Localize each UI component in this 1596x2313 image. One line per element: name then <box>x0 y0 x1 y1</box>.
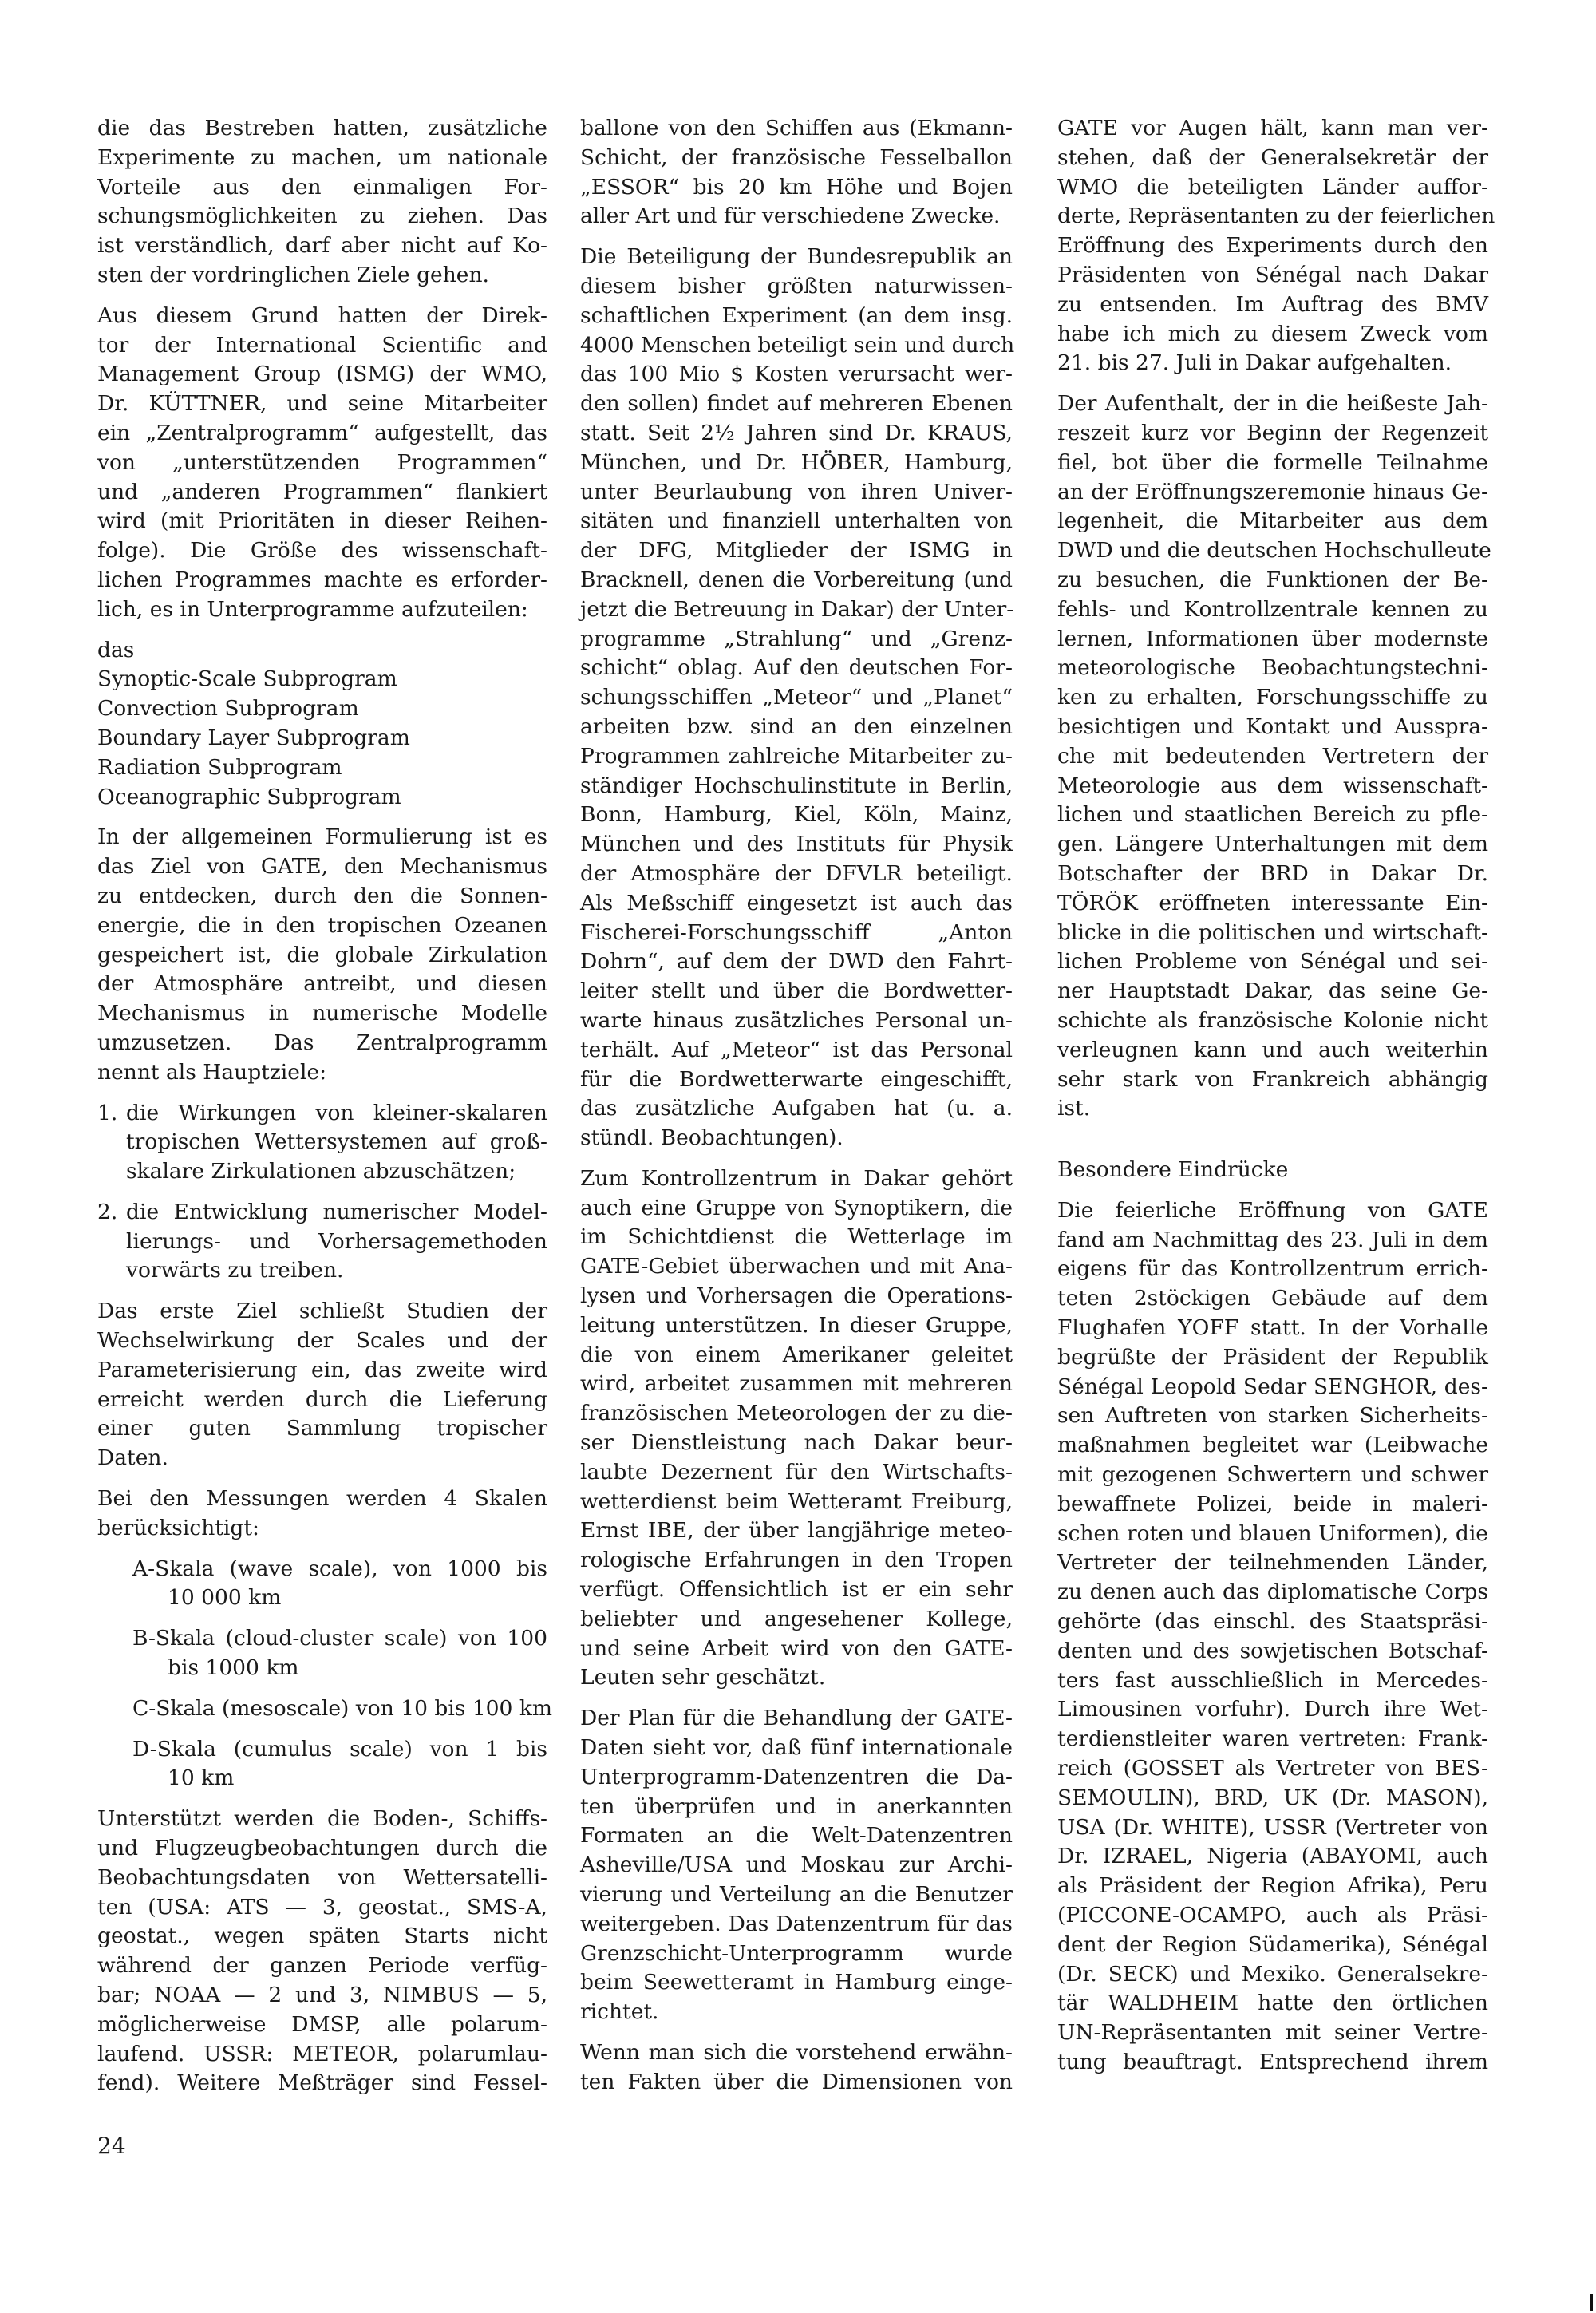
text-line: derte, Repräsentanten zu der feierlichen <box>1057 204 1495 229</box>
text-line: fehls- und Kontrollzentrale kennen zu <box>1057 596 1488 622</box>
text-line: ballone von den Schiffen aus (Ekmann- <box>580 116 1013 140</box>
text-line: Vorteile aus den einmaligen For- <box>97 174 547 200</box>
text-line: ser Dienstleistung nach Dakar beur- <box>580 1430 1013 1456</box>
text-line: leiter stellt und über die Bordwetter- <box>580 979 1013 1004</box>
text-line: lichen und staatlichen Bereich zu pfle- <box>1057 802 1488 828</box>
text-line: schungsmöglichkeiten zu ziehen. Das <box>97 204 547 229</box>
text-line: energie, die in den tropischen Ozeanen <box>97 912 547 938</box>
crop-mark <box>1590 2294 1593 2311</box>
text-line: und seine Arbeit wird von den GATE- <box>580 1635 1013 1661</box>
text-line: unter Beurlaubung von ihren Univer- <box>580 479 1013 504</box>
text-line: Wenn man sich die vorstehend erwähn- <box>580 2040 1013 2065</box>
text-line: besichtigen und Kontakt und Ausspra- <box>1057 714 1488 739</box>
text-line: zu denen auch das diplomatische Corps <box>1057 1580 1488 1605</box>
text-line: ständiger Hochschulinstitute in Berlin, <box>580 773 1013 798</box>
text-line: GATE vor Augen hält, kann man ver- <box>1057 116 1488 140</box>
text-line: skalare Zirkulationen abzuschätzen; <box>126 1159 516 1184</box>
text-line: die von einem Amerikaner geleitet <box>580 1342 1013 1367</box>
text-line: Management Group (ISMG) der WMO, <box>97 362 547 387</box>
column-2 <box>580 114 1013 2109</box>
text-line: berücksichtigt: <box>97 1515 259 1540</box>
text-line: terhält. Auf „Meteor“ ist das Personal <box>580 1037 1013 1062</box>
text-line: Boundary Layer Subprogram <box>97 725 410 750</box>
text-line: das Ziel von GATE, den Mechanismus <box>97 854 547 880</box>
text-line: einer guten Sammlung tropischer <box>97 1416 547 1441</box>
text-line: Schicht, der französische Fesselballon <box>580 144 1013 170</box>
text-line: und „anderen Programmen“ flankiert <box>97 479 547 504</box>
text-line: ner Hauptstadt Dakar, das seine Ge- <box>1057 979 1488 1004</box>
text-line: TÖRÖK eröffneten interessante Ein- <box>1057 890 1488 915</box>
text-line: Experimente zu machen, um nationale <box>97 144 547 170</box>
text-line: blicke in die politischen und wirtschaft- <box>1057 919 1488 945</box>
text-line: ten (USA: ATS — 3, geostat., SMS-A, <box>97 1894 547 1920</box>
text-line: vierung und Verteilung an die Benutzer <box>580 1882 1013 1908</box>
paragraph <box>97 1805 547 2098</box>
text-line: Die feierliche Eröffnung von GATE <box>1057 1197 1488 1223</box>
text-line: lichen Probleme von Sénégal und sei- <box>1057 949 1488 975</box>
text-line: Zum Kontrollzentrum in Dakar gehört <box>580 1165 1013 1191</box>
text-line: laubte Dezernent für den Wirtschafts- <box>580 1459 1013 1485</box>
text-line: geostat., wegen späten Starts nicht <box>97 1924 547 1949</box>
text-line: warte hinaus zusätzliches Personal un- <box>580 1007 1013 1033</box>
text-line: statt. Seit 2½ Jahren sind Dr. KRAUS, <box>580 420 1013 445</box>
scale-definition <box>97 1735 547 1794</box>
paragraph <box>97 302 547 625</box>
text-line: reszeit kurz vor Beginn der Regenzeit <box>1057 420 1488 445</box>
text-line: zu entdecken, durch den die Sonnen- <box>97 883 547 908</box>
text-line: ters fast ausschließlich in Mercedes- <box>1057 1667 1488 1693</box>
text-line: Besondere Eindrücke <box>1057 1157 1289 1183</box>
text-line: tor der International Scientific and <box>97 332 547 358</box>
numbered-list-item <box>97 1198 547 1286</box>
list-number: 2. <box>97 1199 118 1224</box>
text-line: wird (mit Prioritäten in dieser Reihen- <box>97 508 547 534</box>
column-3 <box>1057 114 1495 2089</box>
text-line: Asheville/USA und Moskau zur Archi- <box>580 1852 1013 1878</box>
text-line: fiel, bot über die formelle Teilnahme <box>1057 449 1488 475</box>
text-line: Parameterisierung ein, das zweite wird <box>97 1357 547 1382</box>
scale-definition <box>97 1555 547 1614</box>
text-line: Eröffnung des Experiments durch den <box>1057 233 1488 259</box>
text-line: an der Eröffnungszeremonie hinaus Ge- <box>1057 479 1488 504</box>
text-line: sehr stark von Frankreich abhängig <box>1057 1066 1488 1092</box>
text-line: aller Art und für verschiedene Zwecke. <box>580 204 1001 229</box>
text-line: Unterstützt werden die Boden-, Schiffs- <box>97 1806 547 1832</box>
text-line: tung beauftragt. Entsprechend ihrem <box>1057 2050 1488 2074</box>
text-line: Meteorologie aus dem wissenschaft- <box>1057 773 1488 798</box>
text-line: 10 000 km <box>168 1585 282 1611</box>
text-line: ken zu erhalten, Forschungsschiffe zu <box>1057 685 1488 710</box>
text-line: München, und Dr. HÖBER, Hamburg, <box>580 449 1013 475</box>
text-line: Botschafter der BRD in Dakar Dr. <box>1057 860 1488 886</box>
text-line: Oceanographic Subprogram <box>97 784 401 809</box>
text-line: maßnahmen begleitet war (Leibwache <box>1057 1433 1488 1458</box>
text-line: Der Plan für die Behandlung der GATE- <box>580 1706 1013 1731</box>
text-line: tär WALDHEIM hatte den örtlichen <box>1057 1991 1488 2016</box>
text-line: diesem bisher größten naturwissen- <box>580 273 1013 299</box>
text-line: GATE-Gebiet überwachen und mit Ana- <box>580 1254 1013 1279</box>
text-line: ten Fakten über die Dimensionen von <box>580 2069 1013 2094</box>
text-line: Dohrn“, auf dem der DWD den Fahrt- <box>580 949 1013 975</box>
text-line: 10 km <box>168 1765 235 1791</box>
text-line: Das erste Ziel schließt Studien der <box>97 1299 547 1324</box>
text-line: Daten. <box>97 1445 168 1471</box>
text-line: beliebter und angesehener Kollege, <box>580 1606 1013 1631</box>
text-line: Präsidenten von Sénégal nach Dakar <box>1057 262 1488 287</box>
text-line: jetzt die Betreuung in Dakar) der Unter- <box>580 596 1014 622</box>
text-line: Bracknell, denen die Vorbereitung (und <box>580 567 1013 592</box>
paragraph <box>97 823 547 1087</box>
text-line: sen Auftreten von starken Sicherheits- <box>1057 1403 1488 1429</box>
text-line: Beobachtungsdaten von Wettersatelli- <box>97 1864 547 1890</box>
text-line: B-Skala (cloud-cluster scale) von 100 <box>132 1626 547 1651</box>
text-line: Die Beteiligung der Bundesrepublik an <box>580 244 1013 270</box>
text-line: beim Seewetteramt in Hamburg einge- <box>580 1970 1013 1995</box>
text-line: lichen Programmes machte es erforder- <box>97 567 547 592</box>
text-line: (PICCONE-OCAMPO, auch als Präsi- <box>1057 1903 1488 1928</box>
text-line: dent der Region Südamerika), Sénégal <box>1057 1931 1488 1957</box>
text-line: die das Bestreben hatten, zusätzliche <box>97 116 547 140</box>
list-number: 1. <box>97 1100 118 1125</box>
text-line: ein „Zentralprogramm“ aufgestellt, das <box>97 420 547 445</box>
text-line: schaftlichen Experiment (an dem insg. <box>580 302 1013 328</box>
text-line: Formaten an die Welt-Datenzentren <box>580 1823 1013 1848</box>
text-line: denten und des sowjetischen Botschaf- <box>1057 1638 1488 1663</box>
text-line: die Entwicklung numerischer Model- <box>126 1199 547 1224</box>
text-line: fand am Nachmittag des 23. Juli in dem <box>1057 1227 1488 1252</box>
text-line: leitung unterstützen. In dieser Gruppe, <box>580 1312 1013 1338</box>
text-line: A-Skala (wave scale), von 1000 bis <box>132 1556 547 1581</box>
paragraph <box>97 114 547 291</box>
text-line: ten überprüfen und in anerkannten <box>580 1793 1013 1819</box>
text-line: das zusätzliche Aufgaben hat (u. a. <box>580 1096 1013 1121</box>
text-line: Als Meßschiff eingesetzt ist auch das <box>580 890 1013 915</box>
text-line: Convection Subprogram <box>97 696 359 722</box>
text-line: Radiation Subprogram <box>97 754 342 780</box>
text-line: DWD und die deutschen Hochschulleute <box>1057 538 1491 563</box>
text-line: rologische Erfahrungen in den Tropen <box>580 1548 1013 1573</box>
text-line: verfügt. Offensichtlich ist er ein sehr <box>580 1577 1013 1603</box>
paragraph <box>97 1485 547 1544</box>
text-line: für die Bordwetterwarte eingeschifft, <box>580 1066 1013 1092</box>
text-line: zu besuchen, die Funktionen der Be- <box>1057 567 1488 592</box>
text-line: Unterprogramm-Datenzentren die Da- <box>580 1764 1013 1789</box>
column-1 <box>97 114 553 2109</box>
text-line: laufend. USSR: METEOR, polarumlau- <box>97 2041 547 2066</box>
text-line: und Flugzeugbeobachtungen durch die <box>97 1836 547 1861</box>
text-line: Programmen zahlreiche Mitarbeiter zu- <box>580 743 1013 769</box>
text-line: umzusetzen. Das Zentralprogramm <box>97 1030 547 1055</box>
text-line: tropischen Wettersystemen auf groß- <box>126 1129 547 1155</box>
text-line: verleugnen kann und auch weiterhin <box>1057 1037 1488 1062</box>
text-line: ist verständlich, darf aber nicht auf Ko- <box>97 233 547 259</box>
text-line: Fischerei-Forschungsschiff „Anton <box>580 919 1013 945</box>
text-line: meteorologische Beobachtungstechni- <box>1057 655 1488 681</box>
paragraph <box>1057 1196 1488 2078</box>
subprogram-list <box>97 636 547 813</box>
paragraph <box>580 1704 1013 2027</box>
text-line: stündl. Beobachtungen). <box>580 1125 843 1151</box>
text-line: der Atmosphäre antreibt, und diesen <box>97 971 547 997</box>
text-line: Ernst IBE, der über langjährige meteo- <box>580 1518 1013 1544</box>
text-line: der DFG, Mitglieder der ISMG in <box>580 538 1013 563</box>
text-line: D-Skala (cumulus scale) von 1 bis <box>132 1736 547 1761</box>
text-line: In der allgemeinen Formulierung ist es <box>97 824 547 850</box>
text-line: gehörte (das einschl. des Staatspräsi- <box>1057 1609 1488 1635</box>
text-line: UN-Repräsentanten mit seiner Vertre- <box>1057 2020 1488 2046</box>
text-line: wetterdienst beim Wetteramt Freiburg, <box>580 1489 1013 1514</box>
text-line: das <box>97 637 135 662</box>
text-line: richtet. <box>580 1999 659 2025</box>
text-line: Der Aufenthalt, der in die heißeste Jah- <box>1057 391 1488 417</box>
text-line: „ESSOR“ bis 20 km Höhe und Bojen <box>580 174 1013 200</box>
text-line: auch eine Gruppe von Synoptikern, die <box>580 1195 1013 1220</box>
scale-definition <box>97 1694 553 1724</box>
text-line: folge). Die Größe des wissenschaft- <box>97 538 547 563</box>
page-number: 24 <box>97 2133 126 2159</box>
paragraph <box>580 2038 1013 2098</box>
text-line: bar; NOAA — 2 und 3, NIMBUS — 5, <box>97 1983 547 2008</box>
text-line: möglicherweise DMSP, alle polarum- <box>97 2011 547 2037</box>
paragraph <box>580 1164 1013 1693</box>
text-line: Daten sieht vor, daß fünf internationale <box>580 1735 1013 1761</box>
text-line: SEMOULIN), BRD, UK (Dr. MASON), <box>1057 1785 1488 1810</box>
text-line: sitäten und finanziell unterhalten von <box>580 508 1013 534</box>
text-line: erreicht werden durch die Lieferung <box>97 1386 547 1412</box>
text-line: bis 1000 km <box>168 1655 299 1681</box>
text-line: als Präsident der Region Afrika), Peru <box>1057 1873 1488 1899</box>
text-line: reich (GOSSET als Vertreter von BES- <box>1057 1756 1488 1781</box>
text-line: teten 2stöckigen Gebäude auf dem <box>1057 1286 1488 1311</box>
text-line: nennt als Hauptziele: <box>97 1059 327 1085</box>
text-line: der Atmosphäre der DFVLR beteiligt. <box>580 860 1013 886</box>
text-line: sten der vordringlichen Ziele gehen. <box>97 262 489 287</box>
text-line: WMO die beteiligten Länder auffor- <box>1057 174 1488 200</box>
text-line: Limousinen vorfuhr). Durch ihre Wet- <box>1057 1697 1488 1722</box>
text-line: den sollen) findet auf mehreren Ebenen <box>580 391 1013 417</box>
text-line: Mechanismus in numerische Modelle <box>97 1001 547 1026</box>
text-line: C-Skala (mesoscale) von 10 bis 100 km <box>132 1695 553 1721</box>
text-line: Sénégal Leopold Sedar SENGHOR, des- <box>1057 1374 1488 1399</box>
text-line: schen roten und blauen Uniformen), die <box>1057 1520 1488 1546</box>
text-line: wird, arbeitet zusammen mit mehreren <box>580 1371 1013 1397</box>
numbered-list-item <box>97 1099 547 1187</box>
text-line: 4000 Menschen beteiligt sein und durch <box>580 332 1015 358</box>
text-line: während der ganzen Periode verfüg- <box>97 1953 547 1979</box>
text-line: bewaffnete Polizei, beide in maleri- <box>1057 1491 1488 1516</box>
text-line: che mit bedeutenden Vertretern der <box>1057 743 1488 769</box>
text-line: stehen, daß der Generalsekretär der <box>1057 144 1488 170</box>
text-line: zu entsenden. Im Auftrag des BMV <box>1057 291 1488 317</box>
text-line: Vertreter der teilnehmenden Länder, <box>1057 1550 1488 1576</box>
paragraph <box>97 1297 547 1473</box>
section-heading <box>1057 1156 1488 1185</box>
text-line: ist. <box>1057 1096 1091 1121</box>
text-line: Leuten sehr geschätzt. <box>580 1665 826 1690</box>
paragraph <box>1057 114 1495 378</box>
text-line: weitergeben. Das Datenzentrum für das <box>580 1911 1013 1936</box>
text-line: von „unterstützenden Programmen“ <box>97 449 547 475</box>
text-line: eigens für das Kontrollzentrum errich- <box>1057 1256 1488 1282</box>
text-line: die Wirkungen von kleiner-skalaren <box>126 1100 547 1125</box>
text-line: im Schichtdienst die Wetterlage im <box>580 1224 1013 1250</box>
text-line: begrüßte der Präsident der Republik <box>1057 1344 1488 1370</box>
text-line: terdienstleiter waren vertreten: Frank- <box>1057 1726 1488 1752</box>
text-line: 21. bis 27. Juli in Dakar aufgehalten. <box>1057 350 1452 376</box>
paragraph <box>1057 389 1491 1124</box>
text-line: habe ich mich zu diesem Zweck vom <box>1057 321 1488 346</box>
paragraph <box>580 114 1013 231</box>
text-line: mit gezogenen Schwertern und schwer <box>1057 1462 1488 1488</box>
text-line: Dr. IZRAEL, Nigeria (ABAYOMI, auch <box>1057 1844 1488 1869</box>
text-line: gespeichert ist, die globale Zirkulation <box>97 942 547 967</box>
text-line: schichte als französische Kolonie nicht <box>1057 1007 1488 1033</box>
text-line: fend). Weitere Meßträger sind Fessel- <box>97 2070 547 2096</box>
text-line: lierungs- und Vorhersagemethoden <box>126 1228 547 1254</box>
text-line: Bei den Messungen werden 4 Skalen <box>97 1486 547 1512</box>
text-line: legenheit, die Mitarbeiter aus dem <box>1057 508 1488 534</box>
text-line: lernen, Informationen über modernste <box>1057 626 1488 651</box>
text-line: programme „Strahlung“ und „Grenz- <box>580 626 1013 651</box>
text-line: (Dr. SECK) und Mexiko. Generalsekre- <box>1057 1961 1488 1987</box>
text-line: französischen Meteorologen der zu die- <box>580 1401 1013 1426</box>
text-line: Aus diesem Grund hatten der Direk- <box>97 302 547 328</box>
text-line: Grenzschicht-Unterprogramm wurde <box>580 1940 1013 1966</box>
text-line: schicht“ oblag. Auf den deutschen For- <box>580 655 1013 681</box>
text-line: Bonn, Hamburg, Kiel, Köln, Mainz, <box>580 802 1013 828</box>
text-line: München und des Instituts für Physik <box>580 832 1013 857</box>
scale-definition <box>97 1624 547 1683</box>
text-line: vorwärts zu treiben. <box>126 1258 344 1283</box>
text-line: Synoptic-Scale Subprogram <box>97 666 397 692</box>
text-line: gen. Längere Unterhaltungen mit dem <box>1057 832 1488 857</box>
text-line: Dr. KÜTTNER, und seine Mitarbeiter <box>97 391 547 417</box>
paragraph <box>580 243 1013 1153</box>
text-line: das 100 Mio $ Kosten verursacht wer- <box>580 362 1013 387</box>
text-line: Wechselwirkung der Scales und der <box>97 1328 547 1354</box>
text-line: lysen und Vorhersagen die Operations- <box>580 1283 1013 1309</box>
text-line: Flughafen YOFF statt. In der Vorhalle <box>1057 1315 1488 1341</box>
text-line: schungsschiffen „Meteor“ und „Planet“ <box>580 685 1013 710</box>
text-line: USA (Dr. WHITE), USSR (Vertreter von <box>1057 1814 1488 1840</box>
text-line: arbeiten bzw. sind an den einzelnen <box>580 714 1013 739</box>
text-line: lich, es in Unterprogramme aufzuteilen: <box>97 596 528 622</box>
